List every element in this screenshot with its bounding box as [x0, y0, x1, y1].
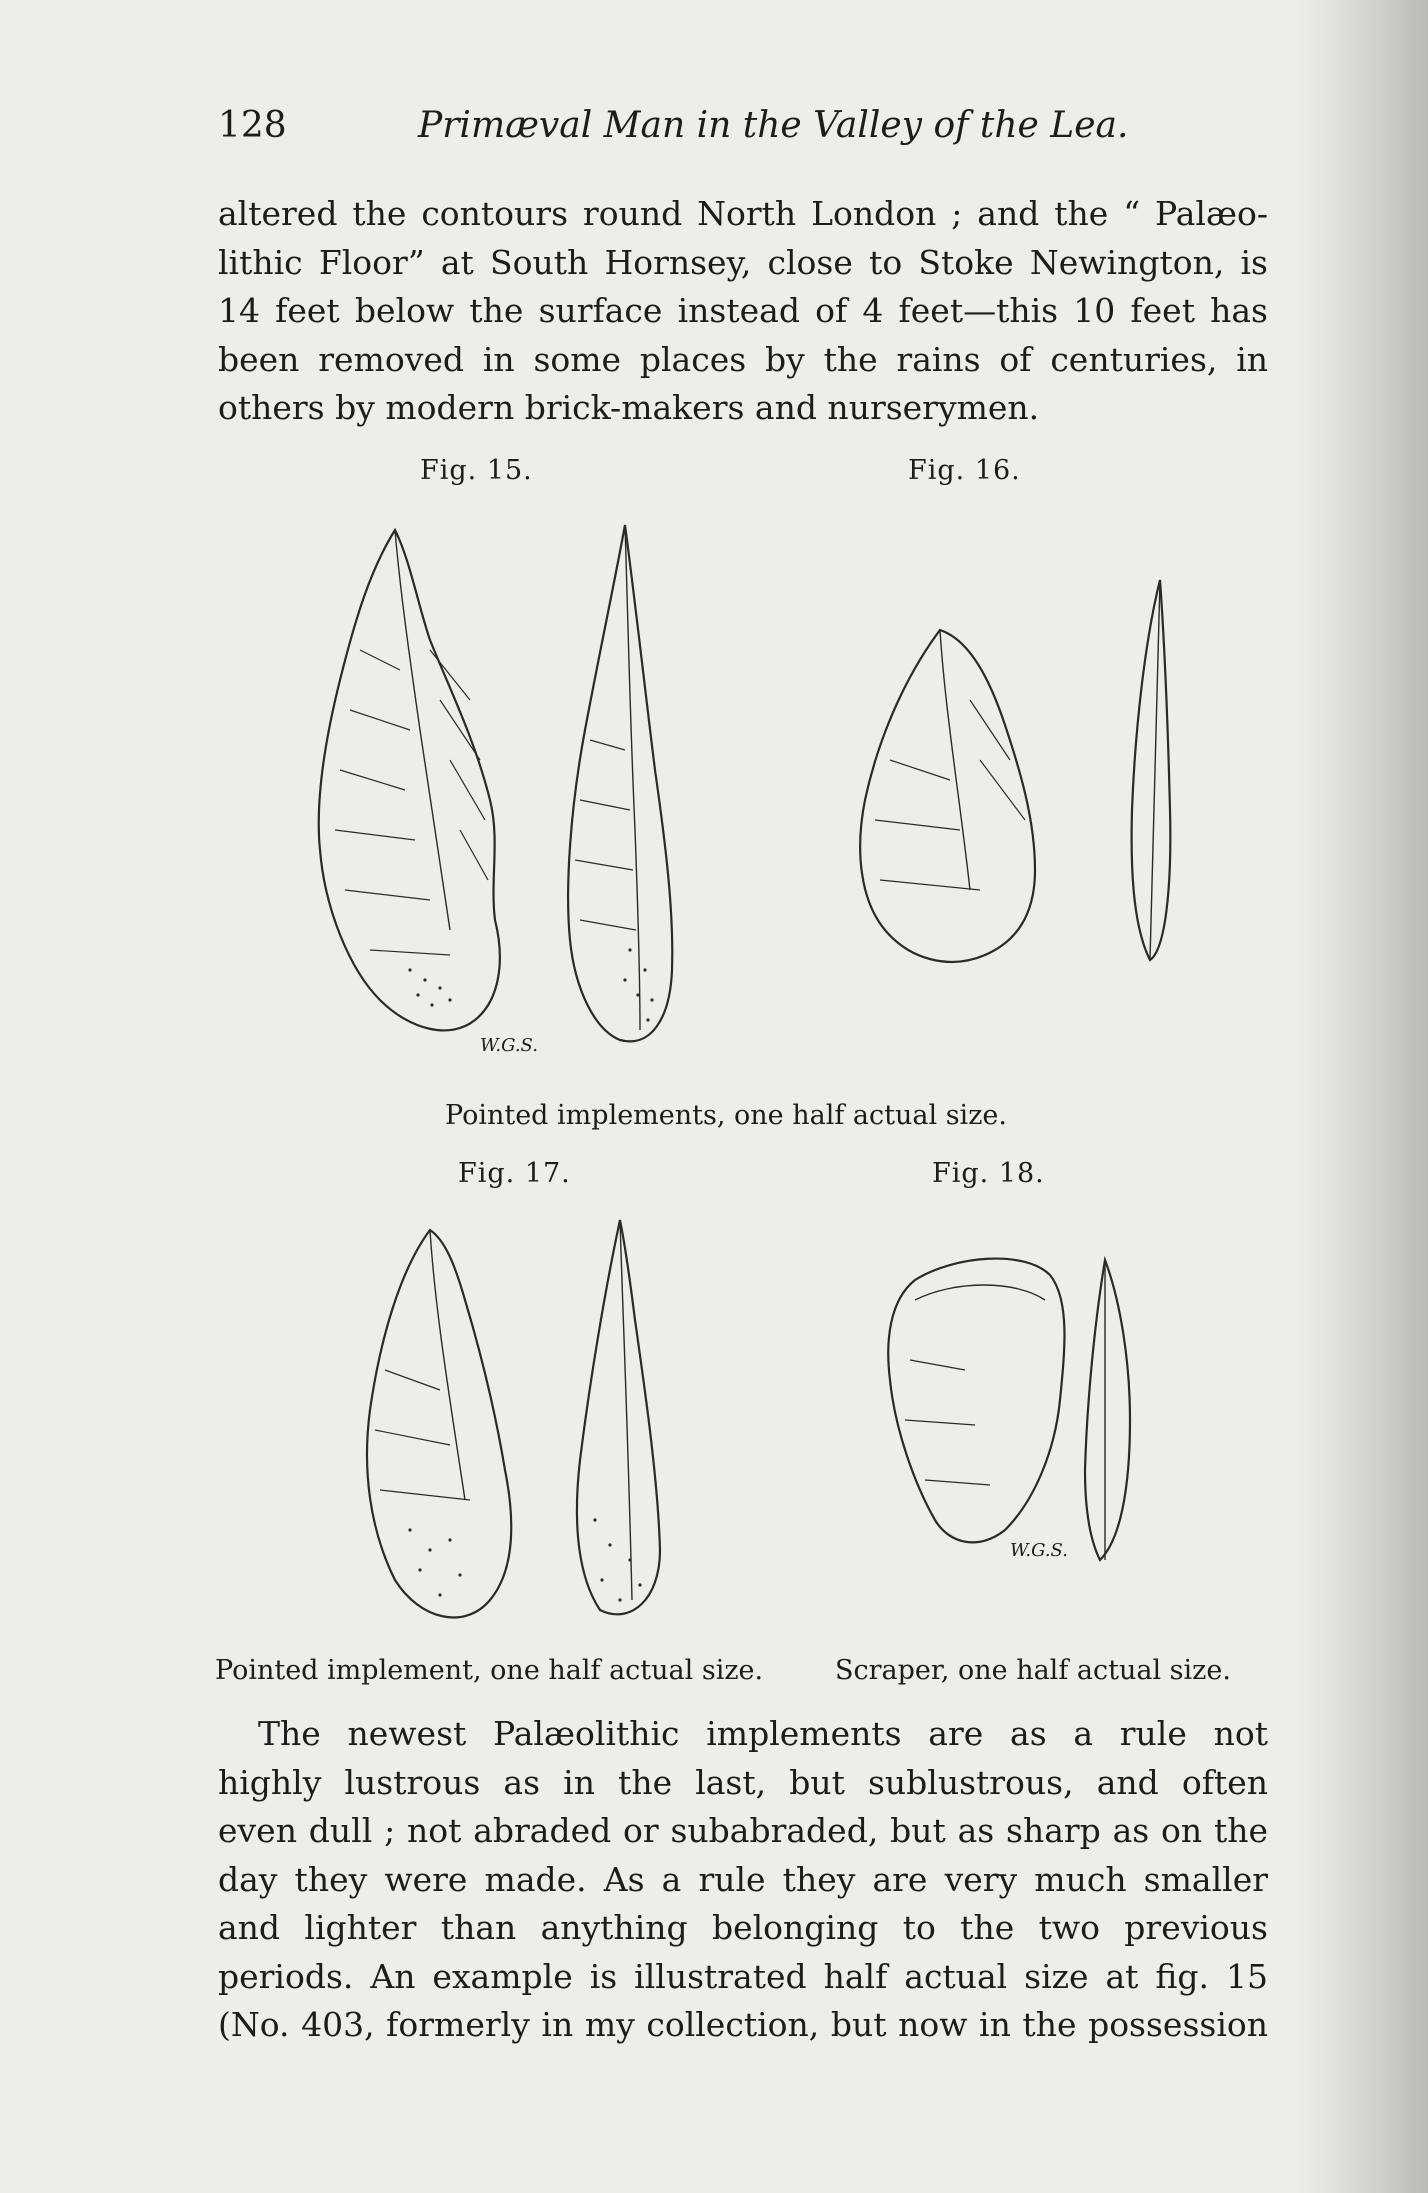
- caption-fig-17: Pointed implement, one half actual size.: [215, 1655, 764, 1686]
- pointed-implement-icon: [340, 1200, 720, 1640]
- text-line: lithic Floor” at South Hornsey, close to Stoke Newington, is: [218, 242, 1268, 282]
- fig-17-illustration: [340, 1200, 720, 1640]
- text-line: been removed in some places by the rains of centuries, in: [218, 339, 1268, 379]
- text-line: (No. 403, formerly in my collection, but now in the possession: [218, 2005, 1268, 2044]
- fig-15-signature: W.G.S.: [480, 1035, 538, 1056]
- page-edge-shadow: [1298, 0, 1428, 2193]
- fig-16-illustration: [820, 560, 1200, 990]
- scraper-icon: [855, 1240, 1185, 1580]
- text-line: periods. An example is illustrated half actual size at fig. 15: [218, 1956, 1268, 1996]
- closing-paragraph: [218, 1710, 1268, 2050]
- fig-15-label: Fig. 15.: [420, 455, 533, 486]
- running-title: Primæval Man in the Valley of the Lea.: [418, 105, 1129, 146]
- text-line: The newest Palæolithic implements are as a rule not: [258, 1714, 1268, 1753]
- text-line: and lighter than anything belonging to the two previous: [218, 1908, 1268, 1947]
- caption-top: Pointed implements, one half actual size.: [445, 1100, 1007, 1131]
- fig-16-label: Fig. 16.: [908, 455, 1021, 486]
- text-line: even dull ; not abraded or subabraded, but as sharp as on the: [218, 1811, 1268, 1850]
- text-line: highly lustrous as in the last, but sublustrous, and often: [218, 1762, 1268, 1802]
- caption-fig-18: Scraper, one half actual size.: [835, 1655, 1231, 1686]
- fig-18-label: Fig. 18.: [932, 1158, 1045, 1189]
- text-line: day they were made. As a rule they are very much smaller: [218, 1859, 1268, 1899]
- opening-paragraph: [218, 190, 1268, 433]
- page-header: [218, 105, 1268, 165]
- text-line: 14 feet below the surface instead of 4 feet—this 10 feet has: [218, 291, 1268, 330]
- fig-15-illustration: [300, 500, 740, 1080]
- pointed-implement-icon: [300, 500, 740, 1080]
- pointed-implement-icon: [820, 560, 1200, 990]
- text-line: altered the contours round North London ; and the “ Palæo-: [218, 194, 1268, 233]
- text-line: others by modern brick-makers and nurserymen.: [218, 388, 1040, 427]
- fig-18-signature: W.G.S.: [1010, 1540, 1068, 1561]
- page-number: 128: [218, 105, 287, 146]
- fig-17-label: Fig. 17.: [458, 1158, 571, 1189]
- fig-18-illustration: [855, 1240, 1185, 1580]
